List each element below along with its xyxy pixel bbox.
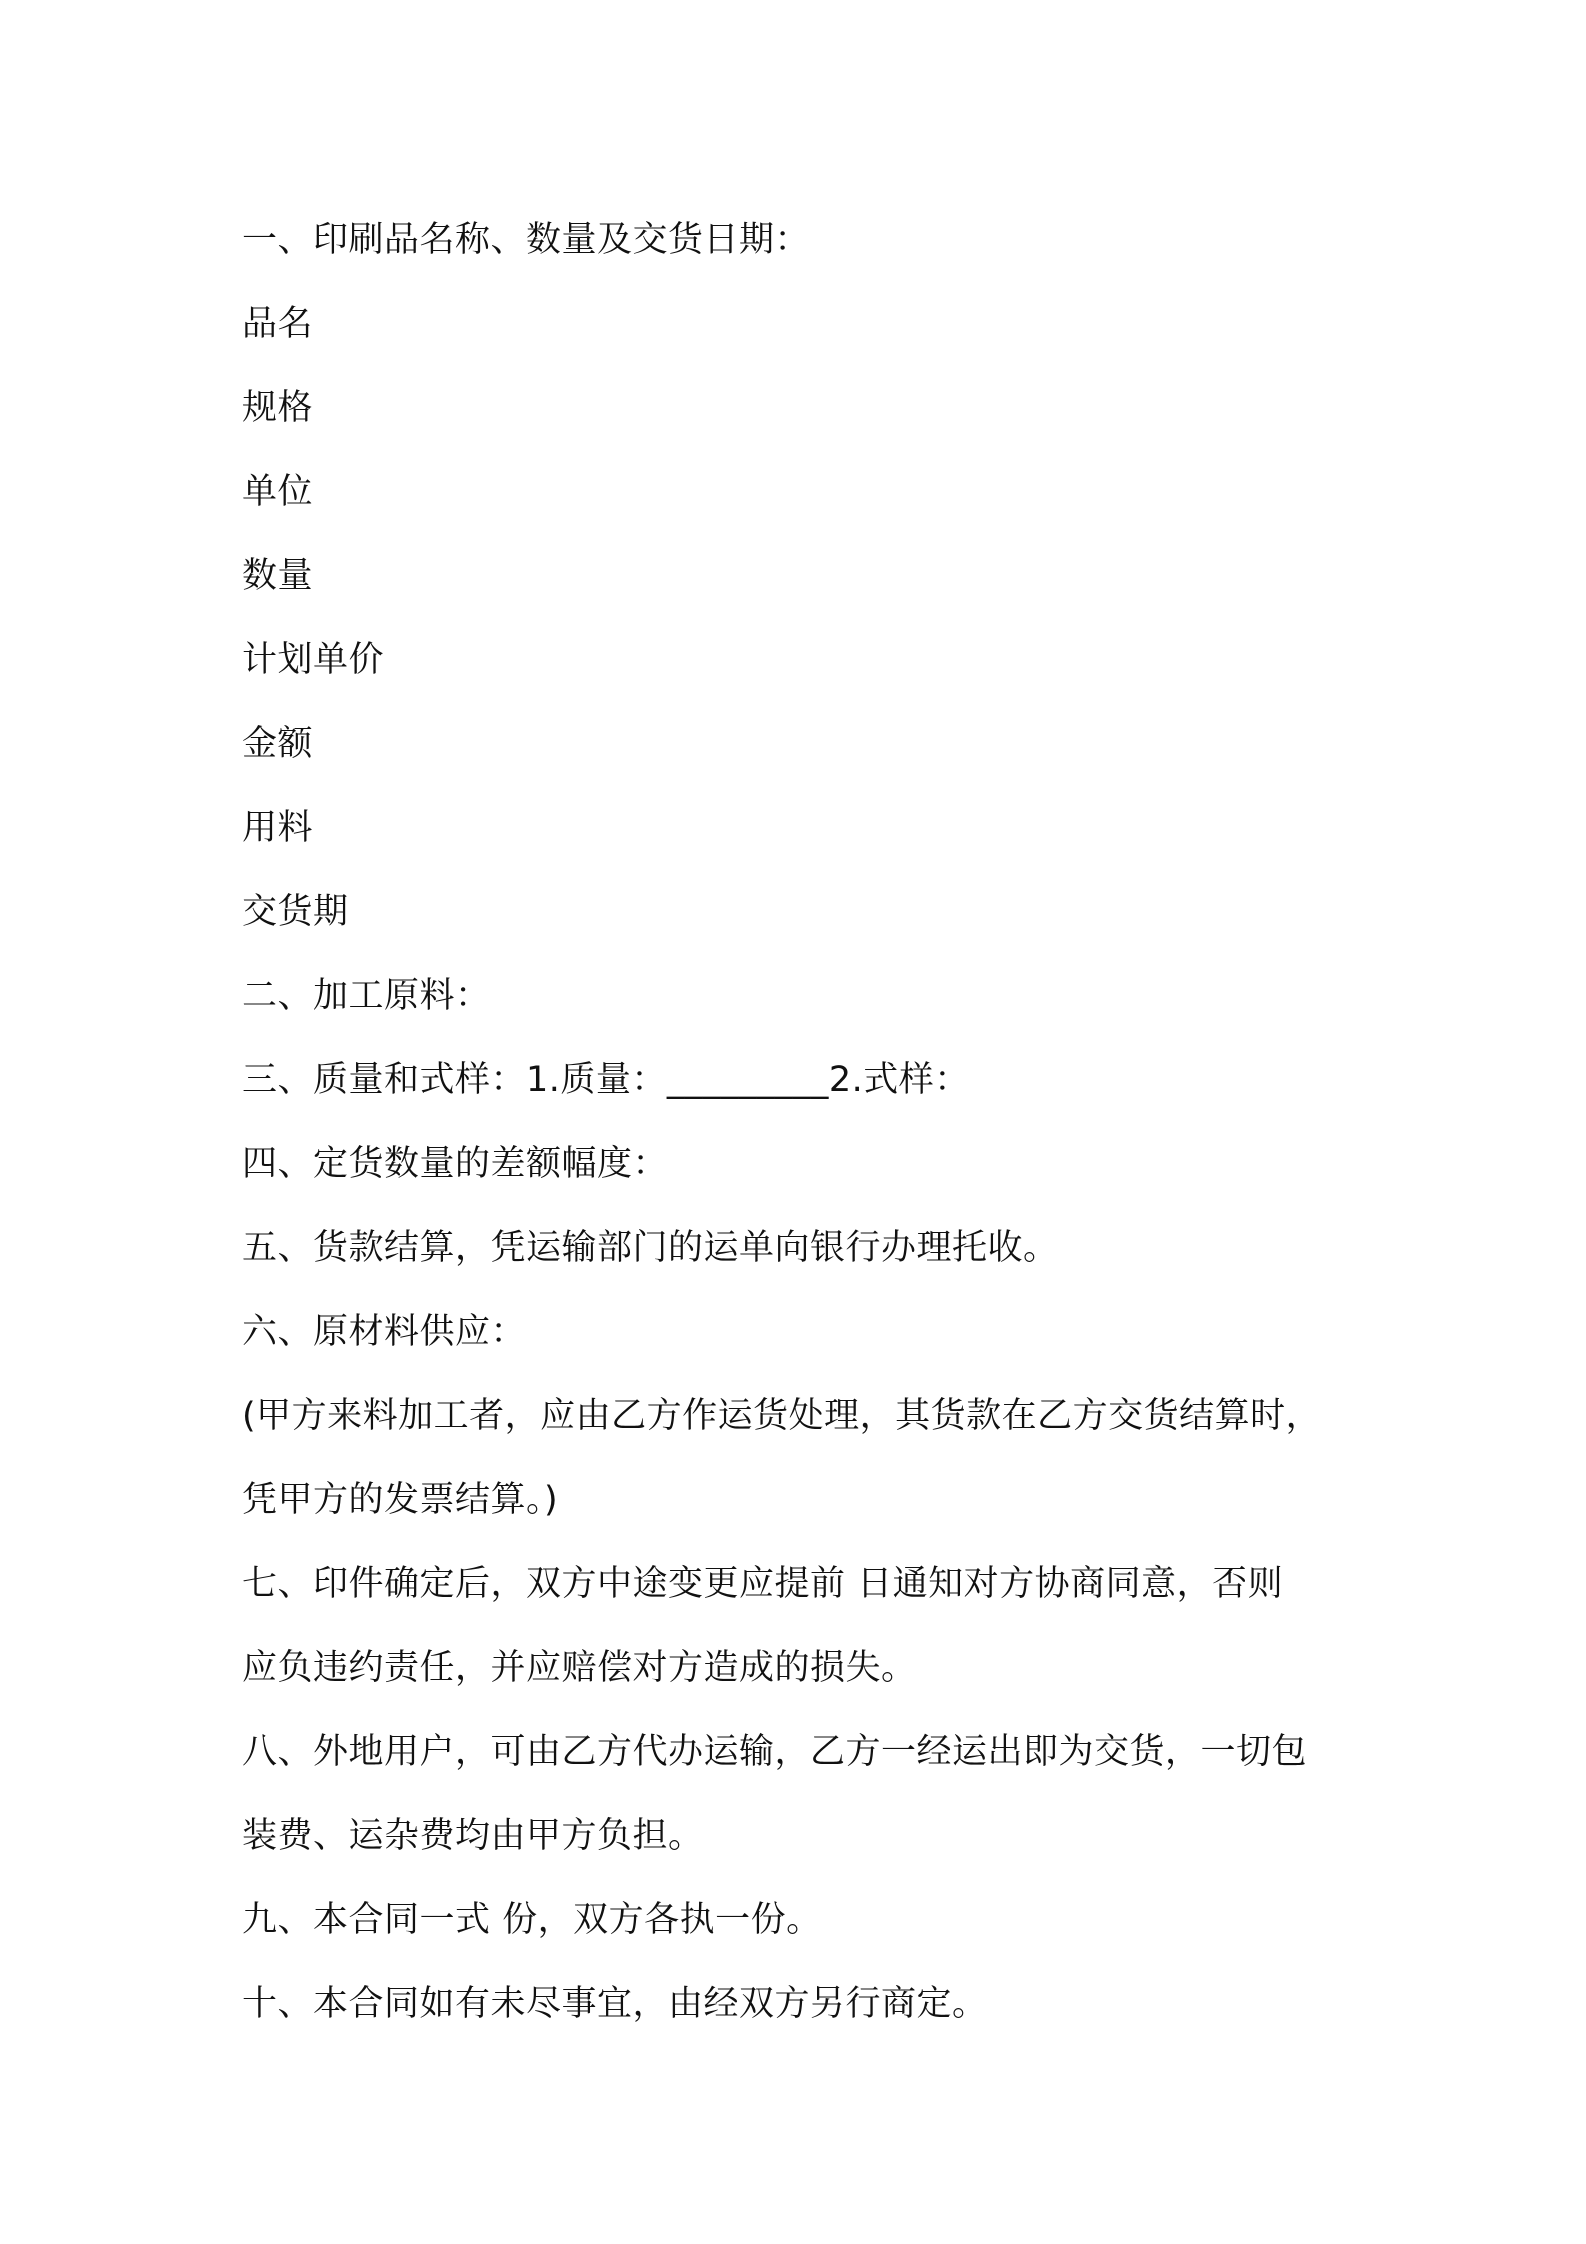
- field-specification: 规格: [242, 388, 314, 428]
- field-materials: 用料: [242, 808, 314, 848]
- section-heading-4: 四、定货数量的差额幅度：: [242, 1144, 669, 1184]
- field-amount: 金额: [242, 724, 314, 764]
- field-product-name: 品名: [242, 304, 314, 344]
- section-heading-3: 三、质量和式样：1.质量：_________2.式样：: [242, 1060, 970, 1100]
- field-planned-unit-price: 计划单价: [242, 640, 385, 680]
- section-heading-1: 一、印刷品名称、数量及交货日期：: [242, 220, 811, 260]
- section-6-note-line-1: (甲方来料加工者，应由乙方作运货处理，其货款在乙方交货结算时，: [242, 1396, 1322, 1436]
- section-7-line-1: 七、印件确定后，双方中途变更应提前 日通知对方协商同意，否则: [242, 1564, 1284, 1604]
- section-7-line-2: 应负违约责任，并应赔偿对方造成的损失。: [242, 1648, 917, 1688]
- section-8-line-1: 八、外地用户，可由乙方代办运输，乙方一经运出即为交货，一切包: [242, 1732, 1308, 1772]
- field-delivery-period: 交货期: [242, 892, 349, 932]
- section-6-note-line-2: 凭甲方的发票结算。): [242, 1480, 559, 1520]
- section-heading-6: 六、原材料供应：: [242, 1312, 527, 1352]
- field-unit: 单位: [242, 472, 314, 512]
- field-quantity: 数量: [242, 556, 314, 596]
- section-paragraph-10: 十、本合同如有未尽事宜，由经双方另行商定。: [242, 1984, 988, 2024]
- section-paragraph-9: 九、本合同一式 份，双方各执一份。: [242, 1900, 822, 1940]
- section-heading-2: 二、加工原料：: [242, 976, 491, 1016]
- contract-body: [242, 198, 1372, 2046]
- section-8-line-2: 装费、运杂费均由甲方负担。: [242, 1816, 704, 1856]
- section-paragraph-5: 五、货款结算，凭运输部门的运单向银行办理托收。: [242, 1228, 1059, 1268]
